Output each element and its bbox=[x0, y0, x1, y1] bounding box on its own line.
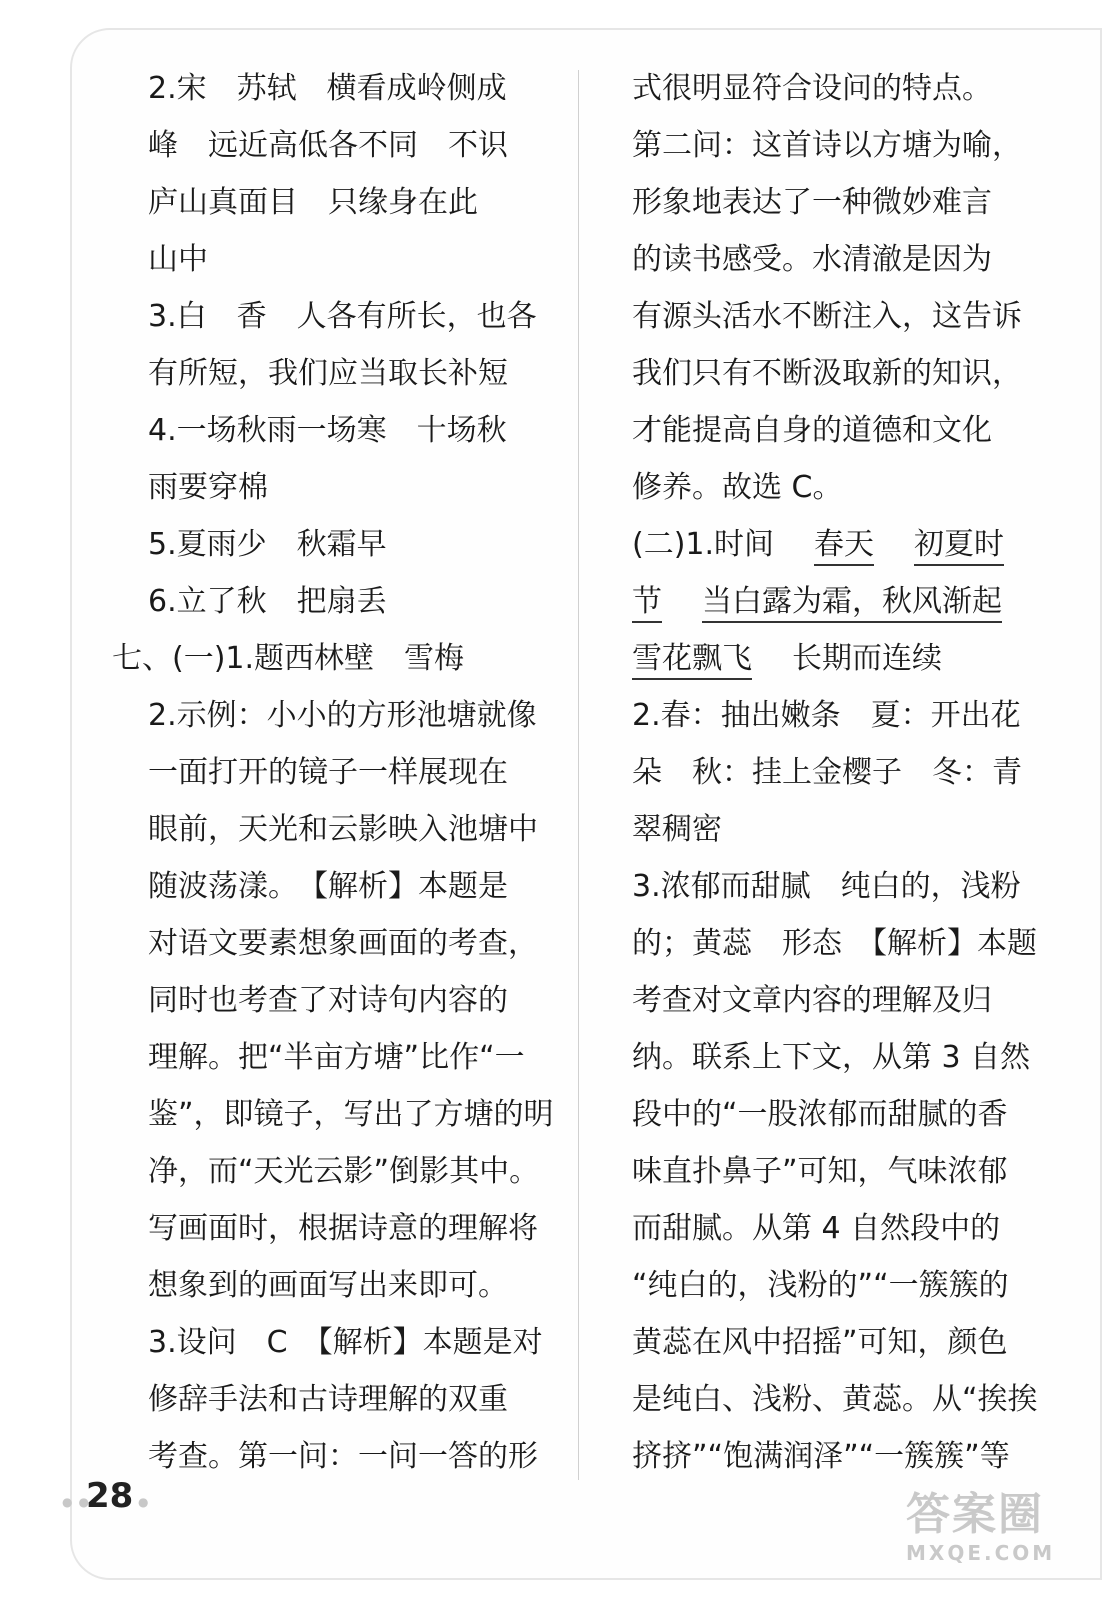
text-line: 同时也考查了对诗句内容的 bbox=[148, 983, 508, 1018]
text-line: 写画面时，根据诗意的理解将 bbox=[148, 1211, 538, 1246]
text-line: 3.白 香 人各有所长，也各 bbox=[148, 299, 537, 334]
watermark-url: MXQE.COM bbox=[906, 1541, 1056, 1565]
text-line: 而甜腻。从第 4 自然段中的 bbox=[632, 1211, 1001, 1246]
underlined-answer: 春天 bbox=[814, 527, 874, 566]
text-line: 3.设问 C 【解析】本题是对 bbox=[148, 1325, 543, 1360]
answer-text: 长期而连续 bbox=[792, 641, 942, 676]
text-line bbox=[632, 630, 1032, 687]
text-line: 4.一场秋雨一场寒 十场秋 bbox=[148, 413, 507, 448]
decorative-dots: ● bbox=[138, 1495, 155, 1509]
text-line: 纳。联系上下文，从第 3 自然 bbox=[632, 1040, 1031, 1075]
text-line: 理解。把“半亩方塘”比作“一 bbox=[148, 1040, 525, 1075]
text-line: 段中的“一股浓郁而甜腻的香 bbox=[632, 1097, 1008, 1132]
text-line: 形象地表达了一种微妙难言 bbox=[632, 185, 992, 220]
column-divider bbox=[578, 70, 579, 1480]
text-line: 山中 bbox=[148, 242, 208, 277]
text-line: 是纯白、浅粉、黄蕊。从“挨挨 bbox=[632, 1382, 1038, 1417]
text-line: 6.立了秋 把扇丢 bbox=[148, 584, 387, 619]
page-number: 28 bbox=[86, 1476, 134, 1516]
text-line: 净，而“天光云影”倒影其中。 bbox=[148, 1154, 540, 1189]
text-line: 我们只有不断汲取新的知识， bbox=[632, 356, 1022, 391]
underlined-answer: 当白露为霜，秋风渐起 bbox=[702, 584, 1002, 623]
text-line: 有源头活水不断注入，这告诉 bbox=[632, 299, 1022, 334]
text-line bbox=[632, 516, 1032, 573]
answer-label: (二)1.时间 bbox=[632, 527, 775, 562]
underlined-answer: 雪花飘飞 bbox=[632, 641, 752, 680]
text-line: 2.宋 苏轼 横看成岭侧成 bbox=[148, 71, 507, 106]
text-line: 峰 远近高低各不同 不识 bbox=[148, 128, 508, 163]
text-line: 朵 秋：挂上金樱子 冬：青 bbox=[632, 755, 1022, 790]
text-line bbox=[632, 573, 1032, 630]
text-line: “纯白的，浅粉的”“一簇簇的 bbox=[632, 1268, 1009, 1303]
section-heading: 七、(一)1.题西林壁 雪梅 bbox=[112, 641, 465, 676]
text-line: 庐山真面目 只缘身在此 bbox=[148, 185, 478, 220]
text-line: 的读书感受。水清澈是因为 bbox=[632, 242, 992, 277]
text-line: 才能提高自身的道德和文化 bbox=[632, 413, 992, 448]
text-line: 第二问：这首诗以方塘为喻， bbox=[632, 128, 1022, 163]
text-line: 鉴”，即镜子，写出了方塘的明 bbox=[148, 1097, 554, 1132]
text-line: 的；黄蕊 形态 【解析】本题 bbox=[632, 926, 1037, 961]
underlined-answer: 初夏时 bbox=[914, 527, 1004, 566]
text-line: 2.示例：小小的方形池塘就像 bbox=[148, 698, 537, 733]
text-line: 有所短，我们应当取长补短 bbox=[148, 356, 508, 391]
text-line: 考查对文章内容的理解及归 bbox=[632, 983, 992, 1018]
watermark-logo bbox=[906, 1490, 1096, 1590]
text-line: 味直扑鼻子”可知，气味浓郁 bbox=[632, 1154, 1008, 1189]
text-line: 想象到的画面写出来即可。 bbox=[148, 1268, 508, 1303]
text-line: 翠稠密 bbox=[632, 812, 722, 847]
left-column bbox=[112, 60, 552, 1485]
text-line: 5.夏雨少 秋霜早 bbox=[148, 527, 387, 562]
text-line: 修辞手法和古诗理解的双重 bbox=[148, 1382, 508, 1417]
text-line: 一面打开的镜子一样展现在 bbox=[148, 755, 508, 790]
text-line: 对语文要素想象画面的考查， bbox=[148, 926, 538, 961]
text-line: 式很明显符合设问的特点。 bbox=[632, 71, 992, 106]
text-line: 考查。第一问：一问一答的形 bbox=[148, 1439, 538, 1474]
decorative-dots: ●● bbox=[62, 1495, 95, 1509]
text-line: 挤挤”“饱满润泽”“一簇簇”等 bbox=[632, 1439, 1010, 1474]
text-line: 黄蕊在风中招摇”可知，颜色 bbox=[632, 1325, 1008, 1360]
text-line: 随波荡漾。 【解析】本题是 bbox=[148, 869, 508, 904]
text-line: 修养。故选 C。 bbox=[632, 470, 843, 505]
text-line: 雨要穿棉 bbox=[148, 470, 268, 505]
right-column bbox=[632, 60, 1038, 1485]
text-line: 2.春：抽出嫩条 夏：开出花 bbox=[632, 698, 1021, 733]
underlined-answer: 节 bbox=[632, 584, 662, 623]
watermark-text: 答案圈 bbox=[906, 1489, 1044, 1540]
text-line: 眼前，天光和云影映入池塘中 bbox=[148, 812, 538, 847]
text-line: 3.浓郁而甜腻 纯白的，浅粉 bbox=[632, 869, 1021, 904]
